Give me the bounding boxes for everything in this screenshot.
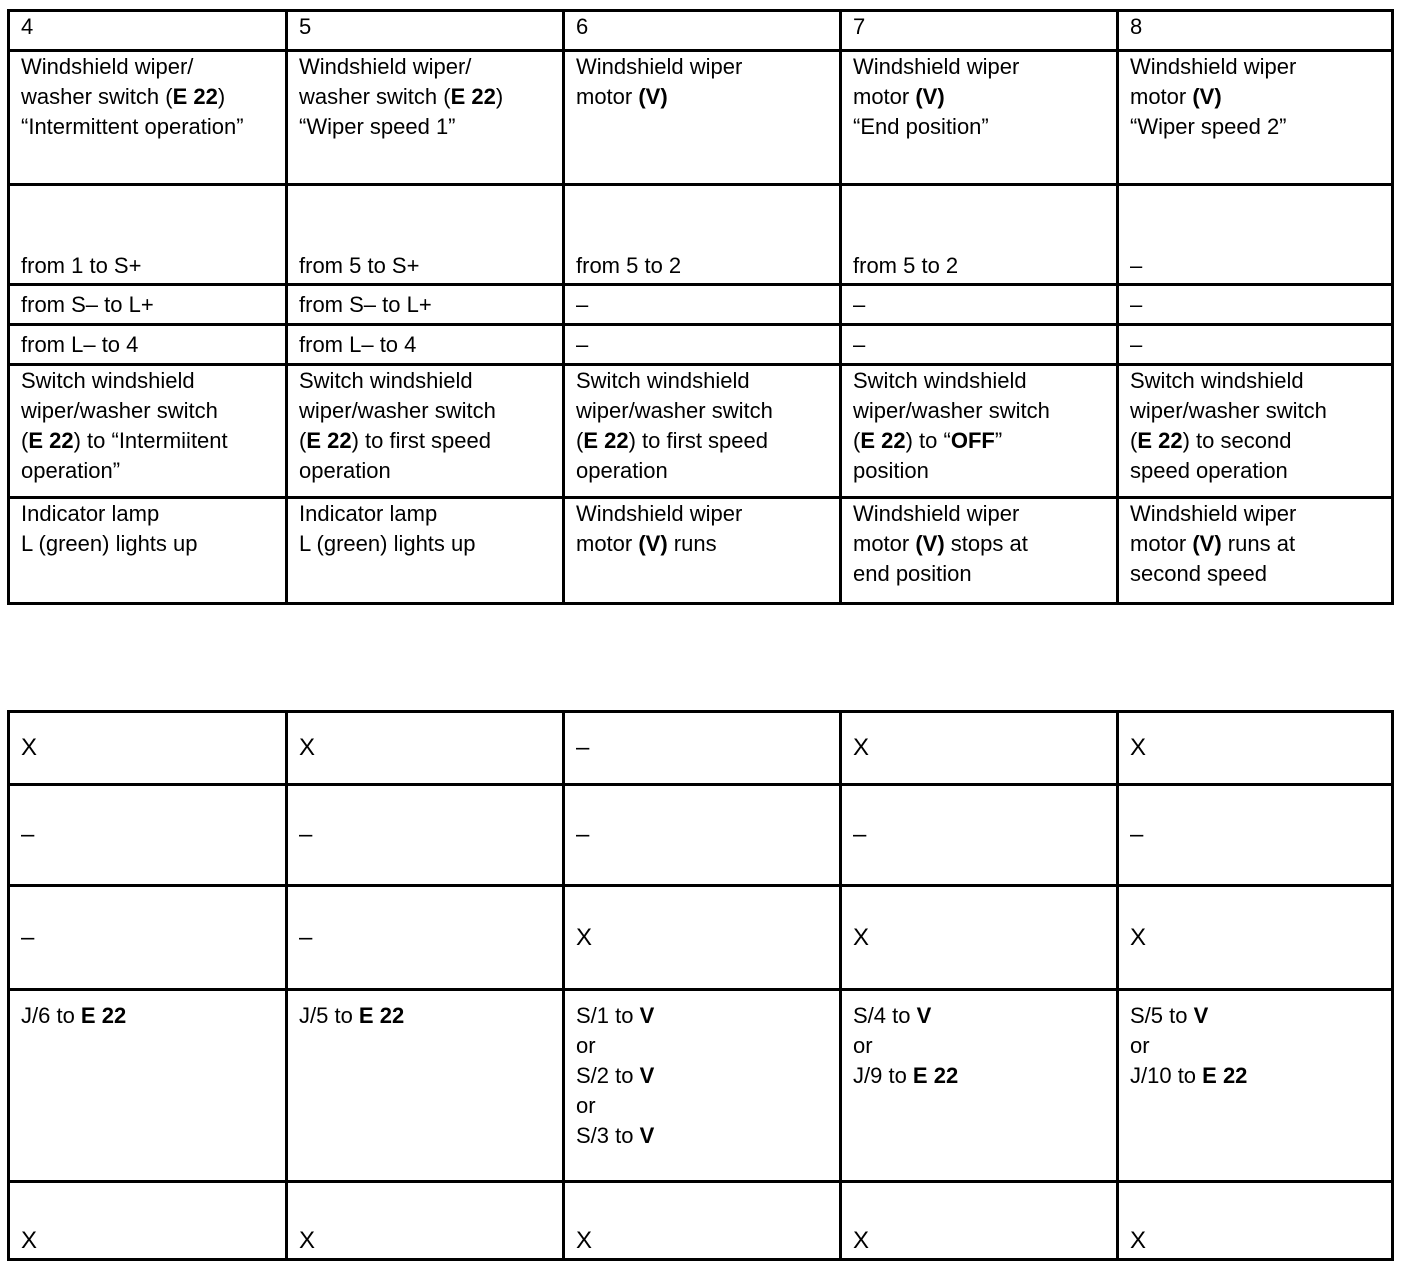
component-cell — [287, 51, 564, 185]
component-cell — [564, 51, 841, 185]
connection-text: – — [853, 331, 866, 357]
check-cell — [9, 712, 287, 785]
action-text: (E 22) to first speed — [576, 428, 768, 453]
check-mark: – — [21, 923, 35, 951]
result-text: second speed — [1130, 561, 1267, 586]
action-text: Switch windshield — [1130, 368, 1304, 393]
connection-text: – — [1130, 331, 1143, 357]
connection-text: – — [576, 331, 589, 357]
check-mark: X — [1130, 923, 1147, 951]
action-text: wiper/washer switch — [299, 398, 496, 423]
repair-text: S/3 to V — [576, 1123, 655, 1148]
result-text: Indicator lamp — [299, 501, 438, 526]
check-mark: – — [576, 821, 590, 848]
step-number: 7 — [853, 14, 866, 39]
step-number-cell — [287, 11, 564, 51]
connection-text: – — [576, 291, 589, 317]
check-mark: X — [1130, 1227, 1147, 1254]
component-text: motor (V) — [853, 84, 945, 109]
repair-text: J/5 to E 22 — [299, 1003, 405, 1028]
component-text: washer switch (E 22) — [21, 84, 226, 109]
check-mark: X — [853, 1227, 870, 1254]
check-cell — [287, 1182, 564, 1260]
action-cell — [564, 365, 841, 498]
check-cell — [564, 712, 841, 785]
repair-text: J/9 to E 22 — [853, 1063, 959, 1088]
check-cell — [564, 886, 841, 990]
check-cell — [1118, 1182, 1393, 1260]
result-text: Windshield wiper — [853, 501, 1020, 526]
check-mark: X — [576, 923, 593, 951]
action-text: wiper/washer switch — [1130, 398, 1327, 423]
check-cell — [9, 785, 287, 886]
action-row — [9, 365, 1393, 498]
component-text: “Intermittent operation” — [21, 114, 244, 139]
result-text: L (green) lights up — [299, 531, 476, 556]
connection-text: from S– to L+ — [21, 291, 154, 317]
check-cell — [1118, 712, 1393, 785]
check-cell — [841, 1182, 1118, 1260]
check-row-3 — [9, 886, 1393, 990]
action-text: Switch windshield — [299, 368, 473, 393]
repair-cell — [564, 990, 841, 1182]
repair-cell — [841, 990, 1118, 1182]
connection-row-c — [9, 325, 1393, 365]
component-row — [9, 51, 1393, 185]
step-number-cell — [1118, 11, 1393, 51]
component-text: motor (V) — [1130, 84, 1222, 109]
connection-text: – — [1130, 253, 1143, 278]
action-text: wiper/washer switch — [21, 398, 218, 423]
action-text: speed operation — [1130, 458, 1288, 483]
check-row-5 — [9, 1182, 1393, 1260]
check-cell — [564, 1182, 841, 1260]
repair-text: S/5 to V — [1130, 1003, 1209, 1028]
check-mark: X — [21, 734, 38, 761]
repair-cell — [287, 990, 564, 1182]
repair-text: J/6 to E 22 — [21, 1003, 127, 1028]
check-mark: X — [299, 1227, 316, 1254]
repair-cell — [9, 990, 287, 1182]
repair-text: J/10 to E 22 — [1130, 1063, 1248, 1088]
step-number-cell — [564, 11, 841, 51]
component-text: “Wiper speed 1” — [299, 114, 456, 139]
repair-text: or — [853, 1033, 873, 1058]
action-text: wiper/washer switch — [576, 398, 773, 423]
step-number: 4 — [21, 14, 34, 39]
connection-row-b — [9, 285, 1393, 325]
component-text: washer switch (E 22) — [299, 84, 504, 109]
check-mark: – — [1130, 821, 1144, 848]
check-cell — [841, 785, 1118, 886]
result-text: L (green) lights up — [21, 531, 198, 556]
check-mark: – — [21, 821, 35, 848]
component-text: motor (V) — [576, 84, 668, 109]
connection-cell — [841, 185, 1118, 285]
check-cell — [841, 886, 1118, 990]
connection-cell — [9, 325, 287, 365]
connection-cell — [287, 325, 564, 365]
repair-text: S/2 to V — [576, 1063, 655, 1088]
check-cell — [1118, 886, 1393, 990]
connection-cell — [1118, 325, 1393, 365]
result-text: end position — [853, 561, 972, 586]
action-text: position — [853, 458, 929, 483]
connection-cell — [841, 285, 1118, 325]
connection-cell — [287, 285, 564, 325]
result-cell — [9, 498, 287, 604]
action-cell — [287, 365, 564, 498]
component-text: Windshield wiper — [853, 54, 1020, 79]
action-cell — [841, 365, 1118, 498]
connection-text: – — [853, 291, 866, 317]
connection-cell — [841, 325, 1118, 365]
check-cell — [287, 712, 564, 785]
result-cell — [287, 498, 564, 604]
check-mark: – — [853, 821, 867, 848]
connection-cell — [564, 285, 841, 325]
component-text: “Wiper speed 2” — [1130, 114, 1287, 139]
connection-text: from L– to 4 — [21, 331, 139, 357]
action-text: operation” — [21, 458, 121, 483]
component-text: Windshield wiper/ — [299, 54, 472, 79]
check-mark: X — [21, 1227, 38, 1254]
repair-row — [9, 990, 1393, 1182]
step-number-cell — [9, 11, 287, 51]
connection-cell — [9, 185, 287, 285]
connection-cell — [1118, 185, 1393, 285]
component-text: Windshield wiper/ — [21, 54, 194, 79]
connection-row-a — [9, 185, 1393, 285]
check-cell — [1118, 785, 1393, 886]
result-cell — [1118, 498, 1393, 604]
action-text: Switch windshield — [21, 368, 195, 393]
action-text: operation — [576, 458, 668, 483]
connection-cell — [564, 185, 841, 285]
repair-cell — [1118, 990, 1393, 1182]
result-text: motor (V) runs — [576, 531, 717, 556]
check-cell — [9, 1182, 287, 1260]
connection-text: from S– to L+ — [299, 291, 432, 317]
component-text: Windshield wiper — [576, 54, 743, 79]
check-mark: – — [299, 923, 313, 951]
check-mark: – — [299, 821, 313, 848]
check-row-2 — [9, 785, 1393, 886]
step-number-cell — [841, 11, 1118, 51]
check-cell — [9, 886, 287, 990]
step-number: 6 — [576, 14, 589, 39]
check-mark: X — [1130, 734, 1147, 761]
repair-text: S/4 to V — [853, 1003, 932, 1028]
action-cell — [1118, 365, 1393, 498]
connection-cell — [287, 185, 564, 285]
action-text: (E 22) to “OFF” — [853, 428, 1003, 453]
connection-text: from 1 to S+ — [21, 253, 142, 278]
connection-text: from 5 to 2 — [576, 253, 682, 278]
step-number: 8 — [1130, 14, 1143, 39]
result-text: Windshield wiper — [1130, 501, 1297, 526]
action-text: (E 22) to “Intermiitent — [21, 428, 228, 453]
check-cell — [287, 886, 564, 990]
result-cell — [841, 498, 1118, 604]
component-text: “End position” — [853, 114, 989, 139]
repair-text: or — [576, 1093, 596, 1118]
check-mark: X — [853, 734, 870, 761]
check-cell — [287, 785, 564, 886]
result-text: motor (V) runs at — [1130, 531, 1296, 556]
connection-cell — [1118, 285, 1393, 325]
result-text: Windshield wiper — [576, 501, 743, 526]
check-mark: – — [576, 734, 590, 761]
connection-text: from 5 to 2 — [853, 253, 959, 278]
repair-text: or — [576, 1033, 596, 1058]
check-mark: X — [853, 923, 870, 951]
check-mark: X — [576, 1227, 593, 1254]
result-text: motor (V) stops at — [853, 531, 1028, 556]
connection-text: from L– to 4 — [299, 331, 417, 357]
repair-text: or — [1130, 1033, 1150, 1058]
result-text: Indicator lamp — [21, 501, 160, 526]
result-cell — [564, 498, 841, 604]
component-cell — [9, 51, 287, 185]
action-text: Switch windshield — [853, 368, 1027, 393]
connection-cell — [9, 285, 287, 325]
connection-text: from 5 to S+ — [299, 253, 420, 278]
check-mark: X — [299, 734, 316, 761]
header-row — [9, 11, 1393, 51]
step-number: 5 — [299, 14, 312, 39]
result-row — [9, 498, 1393, 604]
action-text: operation — [299, 458, 391, 483]
check-cell — [841, 712, 1118, 785]
result-check-table — [7, 710, 1394, 1261]
action-text: wiper/washer switch — [853, 398, 1050, 423]
connection-cell — [564, 325, 841, 365]
component-cell — [1118, 51, 1393, 185]
action-cell — [9, 365, 287, 498]
check-cell — [564, 785, 841, 886]
component-text: Windshield wiper — [1130, 54, 1297, 79]
action-text: (E 22) to second — [1130, 428, 1292, 453]
check-row-1 — [9, 712, 1393, 785]
component-cell — [841, 51, 1118, 185]
test-step-table — [7, 9, 1394, 605]
connection-text: – — [1130, 291, 1143, 317]
action-text: (E 22) to first speed — [299, 428, 491, 453]
action-text: Switch windshield — [576, 368, 750, 393]
repair-text: S/1 to V — [576, 1003, 655, 1028]
